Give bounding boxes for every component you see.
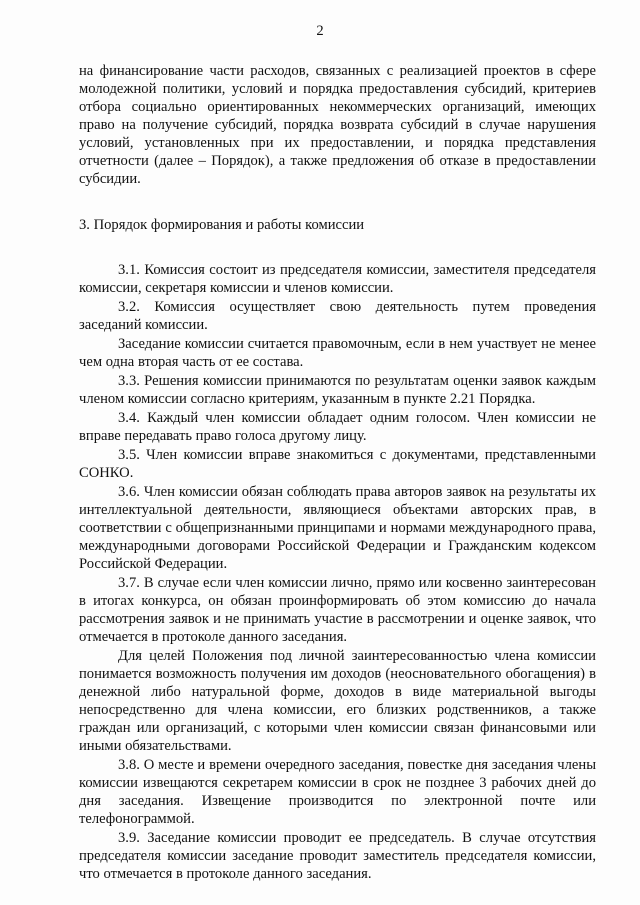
section-heading: 3. Порядок формирования и работы комиссии	[79, 217, 365, 233]
paragraph-quorum: Заседание комиссии считается правомочным, если в нем участвует не менее чем одна вторая часть от ее состава.	[79, 336, 596, 370]
paragraph-3-8: 3.8. О месте и времени очередного заседания, повестке дня заседания члены комиссии извещаются секретарем комиссии в срок не позднее 3 рабочих дней до дня заседания. Извещение производится по электронной почте или телефонограммой.	[79, 757, 596, 827]
page-number: 2	[316, 23, 324, 39]
paragraph-3-3: 3.3. Решения комиссии принимаются по результатам оценки заявок каждым членом комиссии согласно критериям, указанным в пункте 2.21 Порядка.	[79, 373, 596, 407]
document-body	[79, 62, 596, 883]
paragraph-3-9: 3.9. Заседание комиссии проводит ее председатель. В случае отсутствия председателя комиссии заседание проводит заместитель председателя комиссии, что отмечается в протоколе данного заседания.	[79, 830, 596, 882]
paragraph-3-5: 3.5. Член комиссии вправе знакомиться с документами, представленными СОНКО.	[79, 447, 596, 481]
paragraph-3-2: 3.2. Комиссия осуществляет свою деятельность путем проведения заседаний комиссии.	[79, 299, 596, 333]
intro-paragraph: на финансирование части расходов, связанных с реализацией проектов в сфере молодежной политики, условий и порядка предоставления субсидий, критериев отбора социально ориентированных некоммерческих организаций, имеющих право на получение субсидий, порядка возврата субсидий в случае нарушения условий, установленных при их предоставлении, и порядка представления отчетности (далее – Порядок), а также предложения об отказе в предоставлении субсидии.	[79, 63, 596, 187]
paragraph-3-4: 3.4. Каждый член комиссии обладает одним голосом. Член комиссии не вправе передавать право голоса другому лицу.	[79, 410, 596, 444]
paragraph-3-7: 3.7. В случае если член комиссии лично, прямо или косвенно заинтересован в итогах конкурса, он обязан проинформировать об этом комиссию до начала рассмотрения заявок и не принимать участие в рассмотрении и оценке заявок, что отмечается в протоколе данного заседания.	[79, 575, 596, 645]
paragraph-interest-definition: Для целей Положения под личной заинтересованностью члена комиссии понимается возможность получения им доходов (неосновательного обогащения) в денежной либо натуральной форме, доходов в виде материальной выгоды непосредственно для члена комиссии, его близких родственников, а также граждан или организаций, с которыми член комиссии связан финансовыми или иными обязательствами.	[79, 648, 596, 754]
paragraph-3-1: 3.1. Комиссия состоит из председателя комиссии, заместителя председателя комиссии, секретаря комиссии и членов комиссии.	[79, 262, 596, 296]
paragraph-3-6: 3.6. Член комиссии обязан соблюдать права авторов заявок на результаты их интеллектуальной деятельности, являющиеся объектами авторских прав, в соответствии с общепризнанными принципами и нормами международного права, международными договорами Российской Федерации и Гражданским кодексом Российской Федерации.	[79, 484, 596, 572]
